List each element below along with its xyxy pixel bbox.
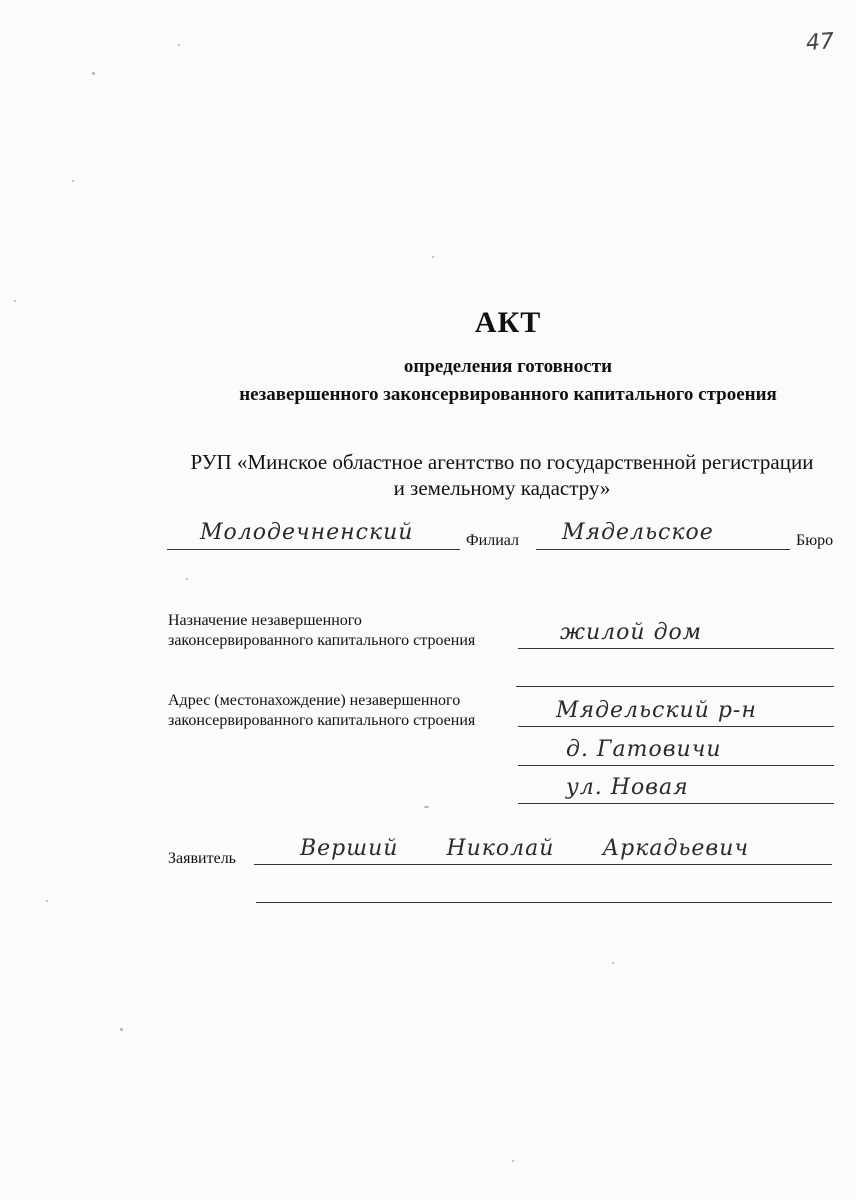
bureau-underline <box>536 549 790 550</box>
page-number: 47 <box>805 29 835 56</box>
bureau-label: Бюро <box>796 532 834 549</box>
scan-speck <box>14 300 16 302</box>
document-title: АКТ <box>474 306 542 339</box>
document-subtitle-line2: незавершенного законсервированного капитального строения <box>239 384 777 405</box>
scan-speck <box>120 1028 123 1031</box>
purpose-value: жилой дом <box>560 620 703 645</box>
branch-label: Филиал <box>466 532 519 549</box>
bureau-value: Мядельское <box>562 520 714 545</box>
scan-speck <box>612 962 614 964</box>
address-label-line2: законсервированного капитального строения <box>168 712 476 729</box>
address-underline-2 <box>518 765 834 766</box>
address-value-line1: Мядельский р-н <box>556 698 757 723</box>
address-label-line1: Адрес (местонахождение) незавершенного <box>168 692 461 709</box>
address-value-line2: д. Гатовичи <box>566 737 722 762</box>
applicant-underline <box>254 864 832 865</box>
organization-line1: РУП «Минское областное агентство по государственной регистрации <box>190 450 814 474</box>
scan-speck <box>424 806 429 808</box>
document-subtitle-line1: определения готовности <box>403 356 613 377</box>
scan-speck <box>72 180 74 182</box>
address-underline-3 <box>518 803 834 804</box>
purpose-label-line2: законсервированного капитального строения <box>168 632 476 649</box>
organization-line2: и земельному кадастру» <box>393 476 611 500</box>
branch-underline <box>167 549 460 550</box>
scan-speck <box>178 44 180 46</box>
purpose-extra-underline <box>516 686 834 687</box>
branch-value: Молодечненский <box>200 520 414 545</box>
scan-speck <box>46 900 48 902</box>
applicant-extra-underline <box>256 902 832 903</box>
applicant-value: Верший Николай Аркадьевич <box>300 836 750 861</box>
scan-speck <box>186 578 188 580</box>
address-value-line3: ул. Новая <box>566 775 689 800</box>
purpose-label-line1: Назначение незавершенного <box>168 612 362 629</box>
scan-speck <box>432 256 434 258</box>
applicant-label: Заявитель <box>168 850 236 867</box>
scan-speck <box>512 1160 514 1162</box>
purpose-underline <box>518 648 834 649</box>
scan-speck <box>92 72 95 75</box>
address-underline-1 <box>518 726 834 727</box>
